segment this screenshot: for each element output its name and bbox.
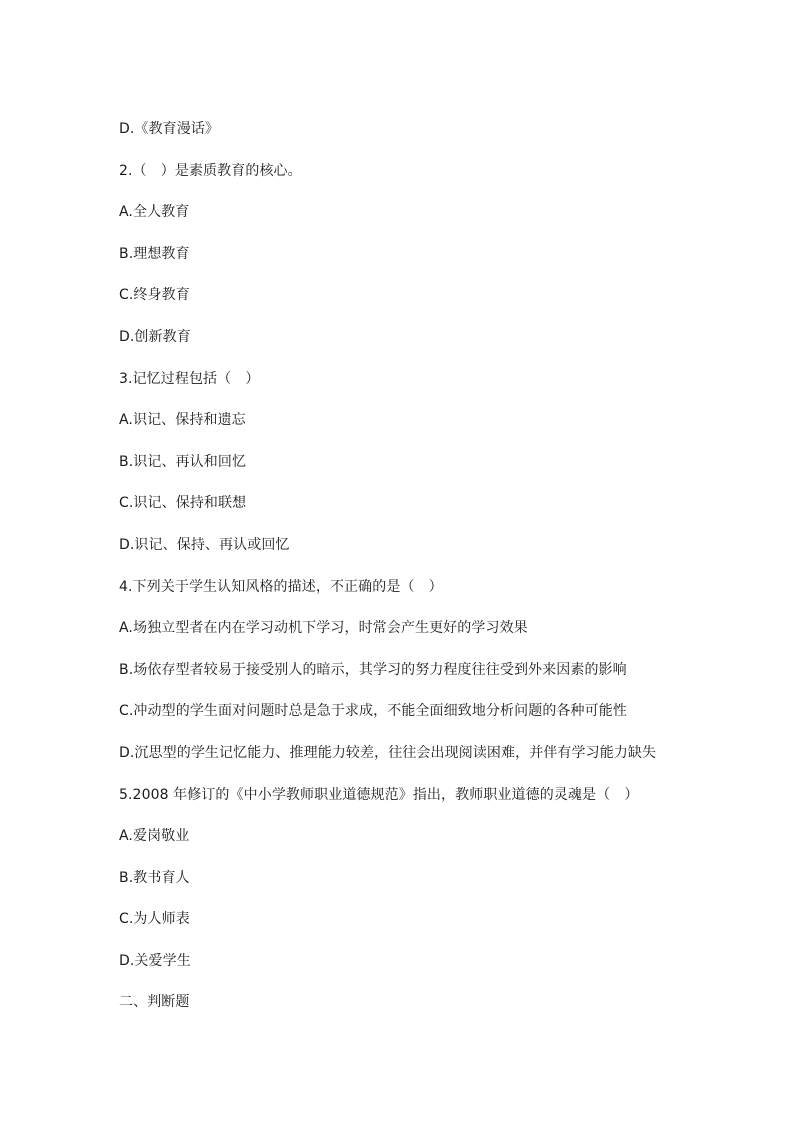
option-line: B.教书育人 <box>119 869 190 886</box>
option-line: C.冲动型的学生面对问题时总是急于求成，不能全面细致地分析问题的各种可能性 <box>119 703 627 720</box>
document-body <box>119 118 719 1033</box>
option-line: C.为人师表 <box>119 911 190 928</box>
question-line: 5.2008 年修订的《中小学教师职业道德规范》指出，教师职业道德的灵魂是（ ） <box>119 786 639 803</box>
option-line: A.爱岗敬业 <box>119 828 190 845</box>
option-line: C.识记、保持和联想 <box>119 495 247 512</box>
option-line: D.《教育漫话》 <box>119 121 220 137</box>
question-line: 2.（ ）是素质教育的核心。 <box>119 162 302 179</box>
option-line: A.场独立型者在内在学习动机下学习，时常会产生更好的学习效果 <box>119 620 528 637</box>
question-line: 3.记忆过程包括（ ） <box>119 370 260 387</box>
option-line: C.终身教育 <box>119 287 190 304</box>
option-line: D.沉思型的学生记忆能力、推理能力较差，往往会出现阅读困难，并伴有学习能力缺失 <box>119 744 657 761</box>
question-line: 4.下列关于学生认知风格的描述，不正确的是（ ） <box>119 578 443 595</box>
option-line: D.识记、保持、再认或回忆 <box>119 536 290 553</box>
section-heading: 二、判断题 <box>119 994 190 1011</box>
option-line: D.关爱学生 <box>119 952 191 969</box>
option-line: D.创新教育 <box>119 328 191 345</box>
option-line: B.场依存型者较易于接受别人的暗示，其学习的努力程度往往受到外来因素的影响 <box>119 661 627 678</box>
option-line: A.全人教育 <box>119 204 190 221</box>
option-line: A.识记、保持和遗忘 <box>119 412 246 429</box>
option-line: B.识记、再认和回忆 <box>119 453 247 470</box>
option-line: B.理想教育 <box>119 245 190 262</box>
